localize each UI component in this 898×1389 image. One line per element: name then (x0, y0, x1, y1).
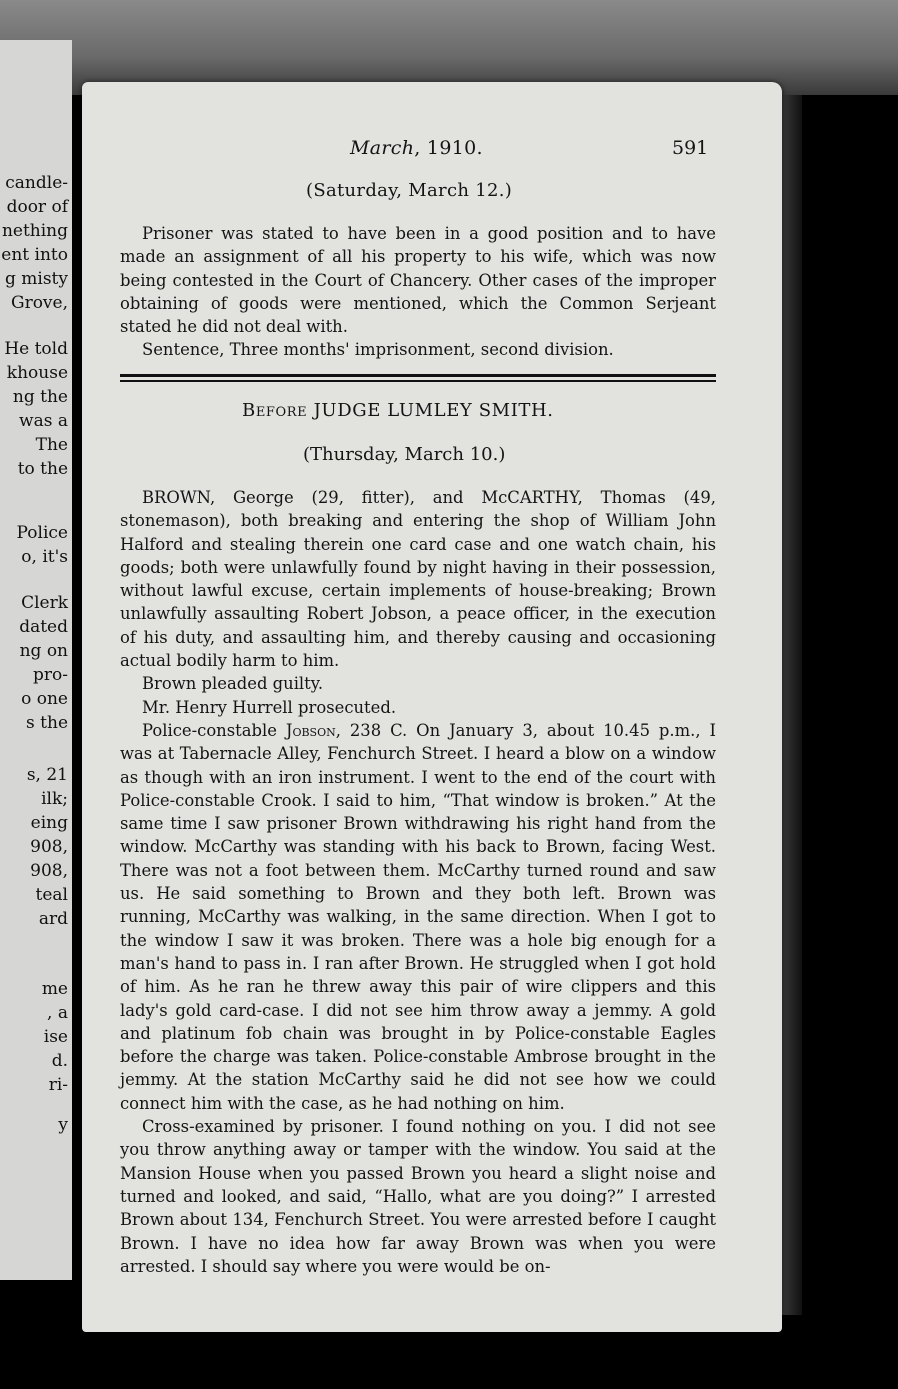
court-heading (242, 400, 554, 421)
facing-page-text: 908, (30, 837, 68, 857)
witness-name: Jobson (285, 720, 336, 740)
facing-page-text: o one (21, 689, 68, 709)
book-page-edges (782, 95, 802, 1315)
witness-paragraph (120, 719, 716, 1115)
facing-page-text: ng on (19, 641, 68, 661)
plea-paragraph: Brown pleaded guilty. (142, 674, 324, 694)
session-date-saturday: (Saturday, March 12.) (306, 180, 513, 201)
indictment-paragraph: BROWN, George (29, fitter), and McCARTHY, Thomas (49, stonemason), both breaking and entering the shop of William John Halford and stealing therein one card case and one watch chain, his goods; both were unlawfully found by night having in their possession, without lawful excuse, certain implements of house-breaking; Brown unlawfully assaulting Robert Jobson, a peace officer, in the execution of his duty, and assaulting him, and thereby causing and occasioning actual bodily harm to him. (120, 488, 716, 671)
facing-page-text: eing (30, 813, 68, 833)
facing-page-text: Clerk (21, 593, 68, 613)
facing-page-text: candle- (5, 173, 68, 193)
session-date-thursday: (Thursday, March 10.) (303, 444, 506, 465)
facing-page-text: dated (19, 617, 68, 637)
facing-page-text: Police (16, 523, 68, 543)
facing-page-text: to the (17, 459, 68, 479)
witness-prefix: Police-constable (142, 720, 277, 740)
prosecutor-paragraph: Mr. Henry Hurrell prosecuted. (142, 697, 397, 717)
facing-page-text: teal (35, 885, 68, 905)
facing-page-text: The (35, 435, 68, 455)
prisoner-paragraph: Prisoner was stated to have been in a good position and to have made an assignment of all his property to his wife, which was now being contested in the Court of Chancery. Other cases of the improper obtaining of goods were mentioned, which the Common Serjeant stated he did not deal with. (120, 224, 716, 337)
facing-page-text: door of (6, 197, 68, 217)
heading-judge: JUDGE LUMLEY SMITH. (313, 400, 554, 421)
facing-page-text: d. (51, 1051, 68, 1071)
heading-before: Before (242, 400, 308, 421)
witness-testimony: , 238 C. On January 3, about 10.45 p.m., I was at Tabernacle Alley, Fenchurch Street. I heard a blow on a window as though with an iron instrument. I went to the end of the court with Police-constable Crook. I said to him, “That window is broken.” At the same time I saw prisoner Brown withdrawing his right hand from the window. McCarthy was standing with his back to Brown, facing West. There was not a foot between them. McCarthy turned round and saw us. He said something to Brown and they both left. Brown was running, McCarthy was walking, in the same direction. When I got to the window I saw it was broken. There was a hole big enough for a man's hand to pass in. I ran after Brown. He struggled when I got hold of him. As he ran he threw away this pair of wire clippers and this lady's gold card-case. I did not see him throw away a jemmy. A gold and platinum fob chain was brought in by Police-constable Eagles before the charge was taken. Police-constable Ambrose brought in the jemmy. At the station McCarthy said he did not see how we could connect him with the case, as he had nothing on him. (120, 720, 716, 1113)
facing-page-text: ise (43, 1027, 68, 1047)
facing-page-text: ard (38, 909, 68, 929)
facing-page-text: ng the (12, 387, 68, 407)
facing-page-text: g misty (4, 269, 68, 289)
facing-page-text: , a (47, 1003, 68, 1023)
facing-page-text: was a (19, 411, 68, 431)
facing-page-text: me (41, 979, 68, 999)
book-page (82, 82, 782, 1332)
facing-page-text: 908, (30, 861, 68, 881)
facing-page-text: pro- (33, 665, 68, 685)
facing-page-text: ent into (1, 245, 68, 265)
sentence-paragraph: Sentence, Three months' imprisonment, second division. (142, 340, 614, 360)
facing-page-text: He told (4, 339, 68, 359)
running-head-month: March (350, 137, 415, 159)
running-head-year: , 1910. (414, 137, 483, 159)
case-section (120, 486, 716, 1278)
double-rule-bottom (120, 380, 716, 382)
scan-background (0, 0, 898, 95)
facing-page-text: o, it's (21, 547, 68, 567)
facing-page-text: khouse (6, 363, 68, 383)
facing-page-text: ri- (48, 1075, 68, 1095)
facing-page-text: s the (26, 713, 68, 733)
double-rule-top (120, 374, 716, 377)
running-head (350, 137, 483, 159)
page-number: 591 (672, 137, 709, 159)
cross-examination-paragraph: Cross-examined by prisoner. I found nothing on you. I did not see you throw anything away or tamper with the window. You said at the Mansion House when you passed Brown you heard a slight noise and turned and looked, and said, “Hallo, what are you doing?” I arrested Brown about 134, Fenchurch Street. You were arrested before I caught Brown. I have no idea how far away Brown was when you were arrested. I should say where you were would be on- (120, 1117, 716, 1276)
facing-page-text: y (58, 1115, 68, 1135)
facing-page-text: nething (1, 221, 68, 241)
facing-page-fragment (0, 40, 72, 1280)
facing-page-text: s, 21 (26, 765, 68, 785)
sentence-section (120, 222, 716, 362)
facing-page-text: Grove, (10, 293, 68, 313)
facing-page-text: ilk; (41, 789, 68, 809)
